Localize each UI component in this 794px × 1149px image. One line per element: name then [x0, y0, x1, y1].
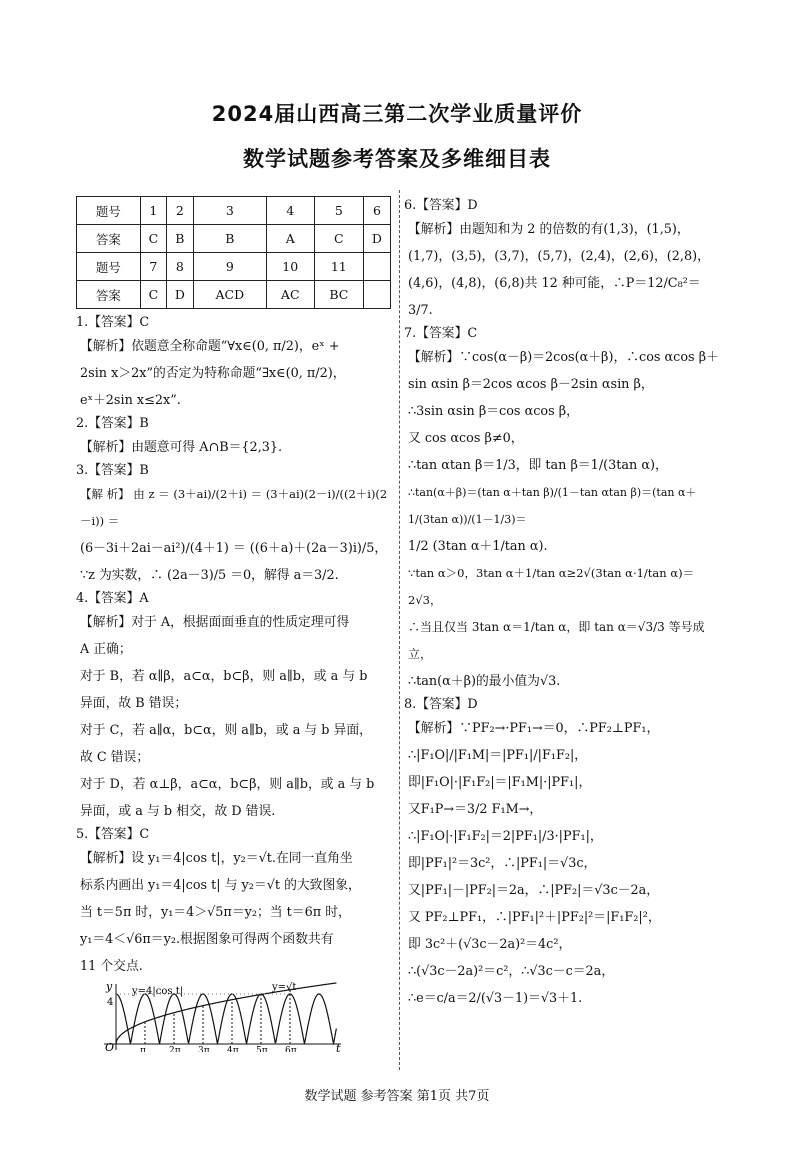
- table-cell: 1: [140, 197, 166, 225]
- q4-line: 对于 B，若 α∥β，a⊂α，b⊂β，则 a∥b，或 a 与 b: [80, 669, 368, 684]
- q8-line: 又F₁P→＝3/2 F₁M→，: [408, 802, 543, 817]
- table-cell: [363, 281, 390, 309]
- table-row: [77, 253, 391, 281]
- table-cell: AC: [266, 281, 314, 309]
- table-row: [77, 281, 391, 309]
- q7-line: ∴3sin αsin β＝cos αcos β，: [408, 404, 579, 419]
- table-cell: A: [266, 225, 314, 253]
- q3-answer: 3.【答案】B: [76, 463, 149, 478]
- function-graph: [96, 982, 346, 1052]
- q1-line: 2sin x＞2x”的否定为特称命题“∃x∈(0, π/2)，: [80, 366, 346, 381]
- q8-line: 即|F₁O|·|F₁F₂|＝|F₁M|·|PF₁|，: [408, 775, 592, 790]
- cos-label: y=4|cos t|: [132, 986, 184, 997]
- table-cell: C: [140, 281, 166, 309]
- t-axis-label: t: [336, 1042, 341, 1052]
- table-cell: C: [314, 225, 363, 253]
- q4-line: A 正确；: [80, 642, 132, 657]
- table-cell: 4: [266, 197, 314, 225]
- q5-line: y₁＝4＜√6π＝y₂.根据图象可得两个函数共有: [80, 932, 334, 947]
- q8-answer: 8.【答案】D: [404, 697, 478, 712]
- table-cell: 5: [314, 197, 363, 225]
- q7-line: ∵tan α＞0，3tan α＋1/tan α≥2√(3tan α·1/tan α)＝2√3，: [408, 566, 695, 607]
- table-cell: ACD: [193, 281, 266, 309]
- q4-line: 异面，故 B 错误；: [80, 696, 188, 711]
- y-axis-label: y: [106, 982, 113, 993]
- q7-line: ∴tan αtan β＝1/3，即 tan β＝1/(3tan α)，: [408, 458, 668, 473]
- cos-curve: [116, 994, 336, 1044]
- q3-line: (6－3i＋2ai－ai²)/(4＋1) ＝ ((6＋a)＋(2a－3)i)/5，: [80, 541, 388, 556]
- table-cell: 答案: [77, 225, 141, 253]
- q8-line: 即|PF₁|²＝3c²，∴|PF₁|＝√3c，: [408, 856, 597, 871]
- table-cell: 8: [166, 253, 193, 281]
- q1-answer: 1.【答案】C: [76, 315, 150, 330]
- table-cell: 10: [266, 253, 314, 281]
- q8-line: ∴|F₁O|·|F₁F₂|＝2|PF₁|/3·|PF₁|，: [408, 829, 603, 844]
- origin-label: O: [105, 1041, 115, 1052]
- answer-table: [76, 196, 391, 309]
- q5-answer: 5.【答案】C: [76, 827, 150, 842]
- q4-answer: 4.【答案】A: [76, 591, 149, 606]
- q7-line: 又 cos αcos β≠0，: [408, 431, 524, 446]
- q6-line: (1,7)，(3,5)，(3,7)，(5,7)，(2,4)，(2,6)，(2,8)，: [408, 249, 710, 264]
- q5-line: 11 个交点.: [80, 959, 143, 974]
- q6-answer: 6.【答案】D: [404, 198, 478, 213]
- q7-answer: 7.【答案】C: [404, 326, 478, 341]
- table-cell: BC: [314, 281, 363, 309]
- q7-line: ∴当且仅当 3tan α＝1/tan α，即 tan α＝√3/3 等号成立，: [408, 620, 705, 661]
- table-row: [77, 225, 391, 253]
- page-footer: 数学试题 参考答案 第1页 共7页: [304, 1089, 490, 1104]
- q1-line: eˣ＋2sin x≤2x”.: [80, 393, 181, 408]
- q8-line: 又 PF₂⊥PF₁，∴|PF₁|²＋|PF₂|²＝|F₁F₂|²，: [408, 910, 661, 925]
- table-cell: C: [140, 225, 166, 253]
- column-divider: [399, 190, 400, 1070]
- table-cell: 11: [314, 253, 363, 281]
- q8-line: ∴|F₁O|/|F₁M|＝|PF₁|/|F₁F₂|，: [408, 748, 588, 763]
- q4-line: 故 C 错误；: [80, 750, 150, 765]
- table-cell: D: [363, 225, 390, 253]
- q2-line: 【解析】由题意可得 A∩B＝{2,3}.: [80, 440, 283, 455]
- q7-line: ∴tan(α＋β)＝(tan α＋tan β)/(1－tan αtan β)＝(tan α＋1/(3tan α))/(1－1/3)＝: [408, 486, 697, 526]
- q5-line: 【解析】设 y₁＝4|cos t|，y₂＝√t.在同一直角坐: [80, 851, 353, 866]
- q8-line: ∴(√3c－2a)²＝c²，∴√3c－c＝2a，: [408, 964, 615, 979]
- x-tick-label: 4π: [227, 1046, 239, 1052]
- table-cell: 3: [193, 197, 266, 225]
- y-tick-label: 4: [107, 997, 114, 1008]
- q7-line: 【解析】∵cos(α－β)＝2cos(α＋β)，∴cos αcos β＋: [408, 350, 719, 365]
- table-cell: 7: [140, 253, 166, 281]
- table-cell: 题号: [77, 253, 141, 281]
- q4-line: 【解析】对于 A，根据面面垂直的性质定理可得: [80, 615, 350, 630]
- q4-line: 对于 C，若 a∥α，b⊂α，则 a∥b，或 a 与 b 异面，: [80, 723, 372, 738]
- q1-line: 【解析】依题意全称命题“∀x∈(0, π/2)，eˣ +: [80, 339, 340, 354]
- q5-line: 标系内画出 y₁＝4|cos t| 与 y₂＝√t 的大致图象，: [80, 878, 361, 893]
- q6-line: 【解析】由题知和为 2 的倍数的有(1,3)，(1,5)，: [408, 222, 690, 237]
- table-cell: B: [166, 225, 193, 253]
- q8-line: ∴e＝c/a＝2/(√3－1)＝√3＋1.: [408, 991, 583, 1006]
- x-tick-label: π: [140, 1046, 146, 1052]
- q7-line: sin αsin β＝2cos αcos β－2sin αsin β，: [408, 377, 654, 392]
- x-tick-label: 6π: [285, 1046, 297, 1052]
- q8-line: 【解析】∵PF₂→·PF₁→＝0，∴PF₂⊥PF₁，: [408, 721, 660, 736]
- table-cell: 答案: [77, 281, 141, 309]
- q8-line: 又|PF₁|－|PF₂|＝2a，∴|PF₂|＝√3c－2a，: [408, 883, 660, 898]
- left-column: [76, 196, 394, 1056]
- x-tick-label: 5π: [256, 1046, 268, 1052]
- right-column: [404, 196, 724, 1012]
- document-title: 2024届山西高三第二次学业质量评价: [211, 102, 583, 126]
- q3-line: ∵z 为实数，∴ (2a－3)/5 ＝0，解得 a＝3/2.: [80, 568, 339, 583]
- table-cell: [363, 253, 390, 281]
- table-row: [77, 197, 391, 225]
- x-tick-label: 2π: [169, 1046, 181, 1052]
- q4-line: 异面，或 a 与 b 相交，故 D 错误.: [80, 804, 276, 819]
- table-cell: B: [193, 225, 266, 253]
- q3-line: 【解 析】 由 z ＝ (3＋ai)/(2＋i) ＝ (3＋ai)(2－i)/((2＋i)(2－i)) ＝: [80, 487, 388, 528]
- sqrt-label: y=√t: [272, 982, 297, 993]
- q8-line: 即 3c²＋(√3c－2a)²＝4c²，: [408, 937, 572, 952]
- table-cell: D: [166, 281, 193, 309]
- table-cell: 2: [166, 197, 193, 225]
- x-tick-label: 3π: [198, 1046, 210, 1052]
- table-cell: 6: [363, 197, 390, 225]
- table-cell: 题号: [77, 197, 141, 225]
- q7-line: ∴tan(α＋β)的最小值为√3.: [408, 674, 561, 689]
- document-subtitle: 数学试题参考答案及多维细目表: [243, 147, 551, 171]
- q4-line: 对于 D，若 α⊥β，a⊂α，b⊂β，则 a∥b，或 a 与 b: [80, 777, 375, 792]
- q6-line: (4,6)，(4,8)，(6,8)共 12 种可能，∴P＝12/C₈²＝3/7.: [408, 276, 701, 318]
- table-cell: 9: [193, 253, 266, 281]
- q5-line: 当 t＝5π 时，y₁＝4＞√5π＝y₂；当 t＝6π 时，: [80, 905, 351, 920]
- q7-line: 1/2 (3tan α＋1/tan α).: [408, 539, 548, 554]
- q2-answer: 2.【答案】B: [76, 416, 149, 431]
